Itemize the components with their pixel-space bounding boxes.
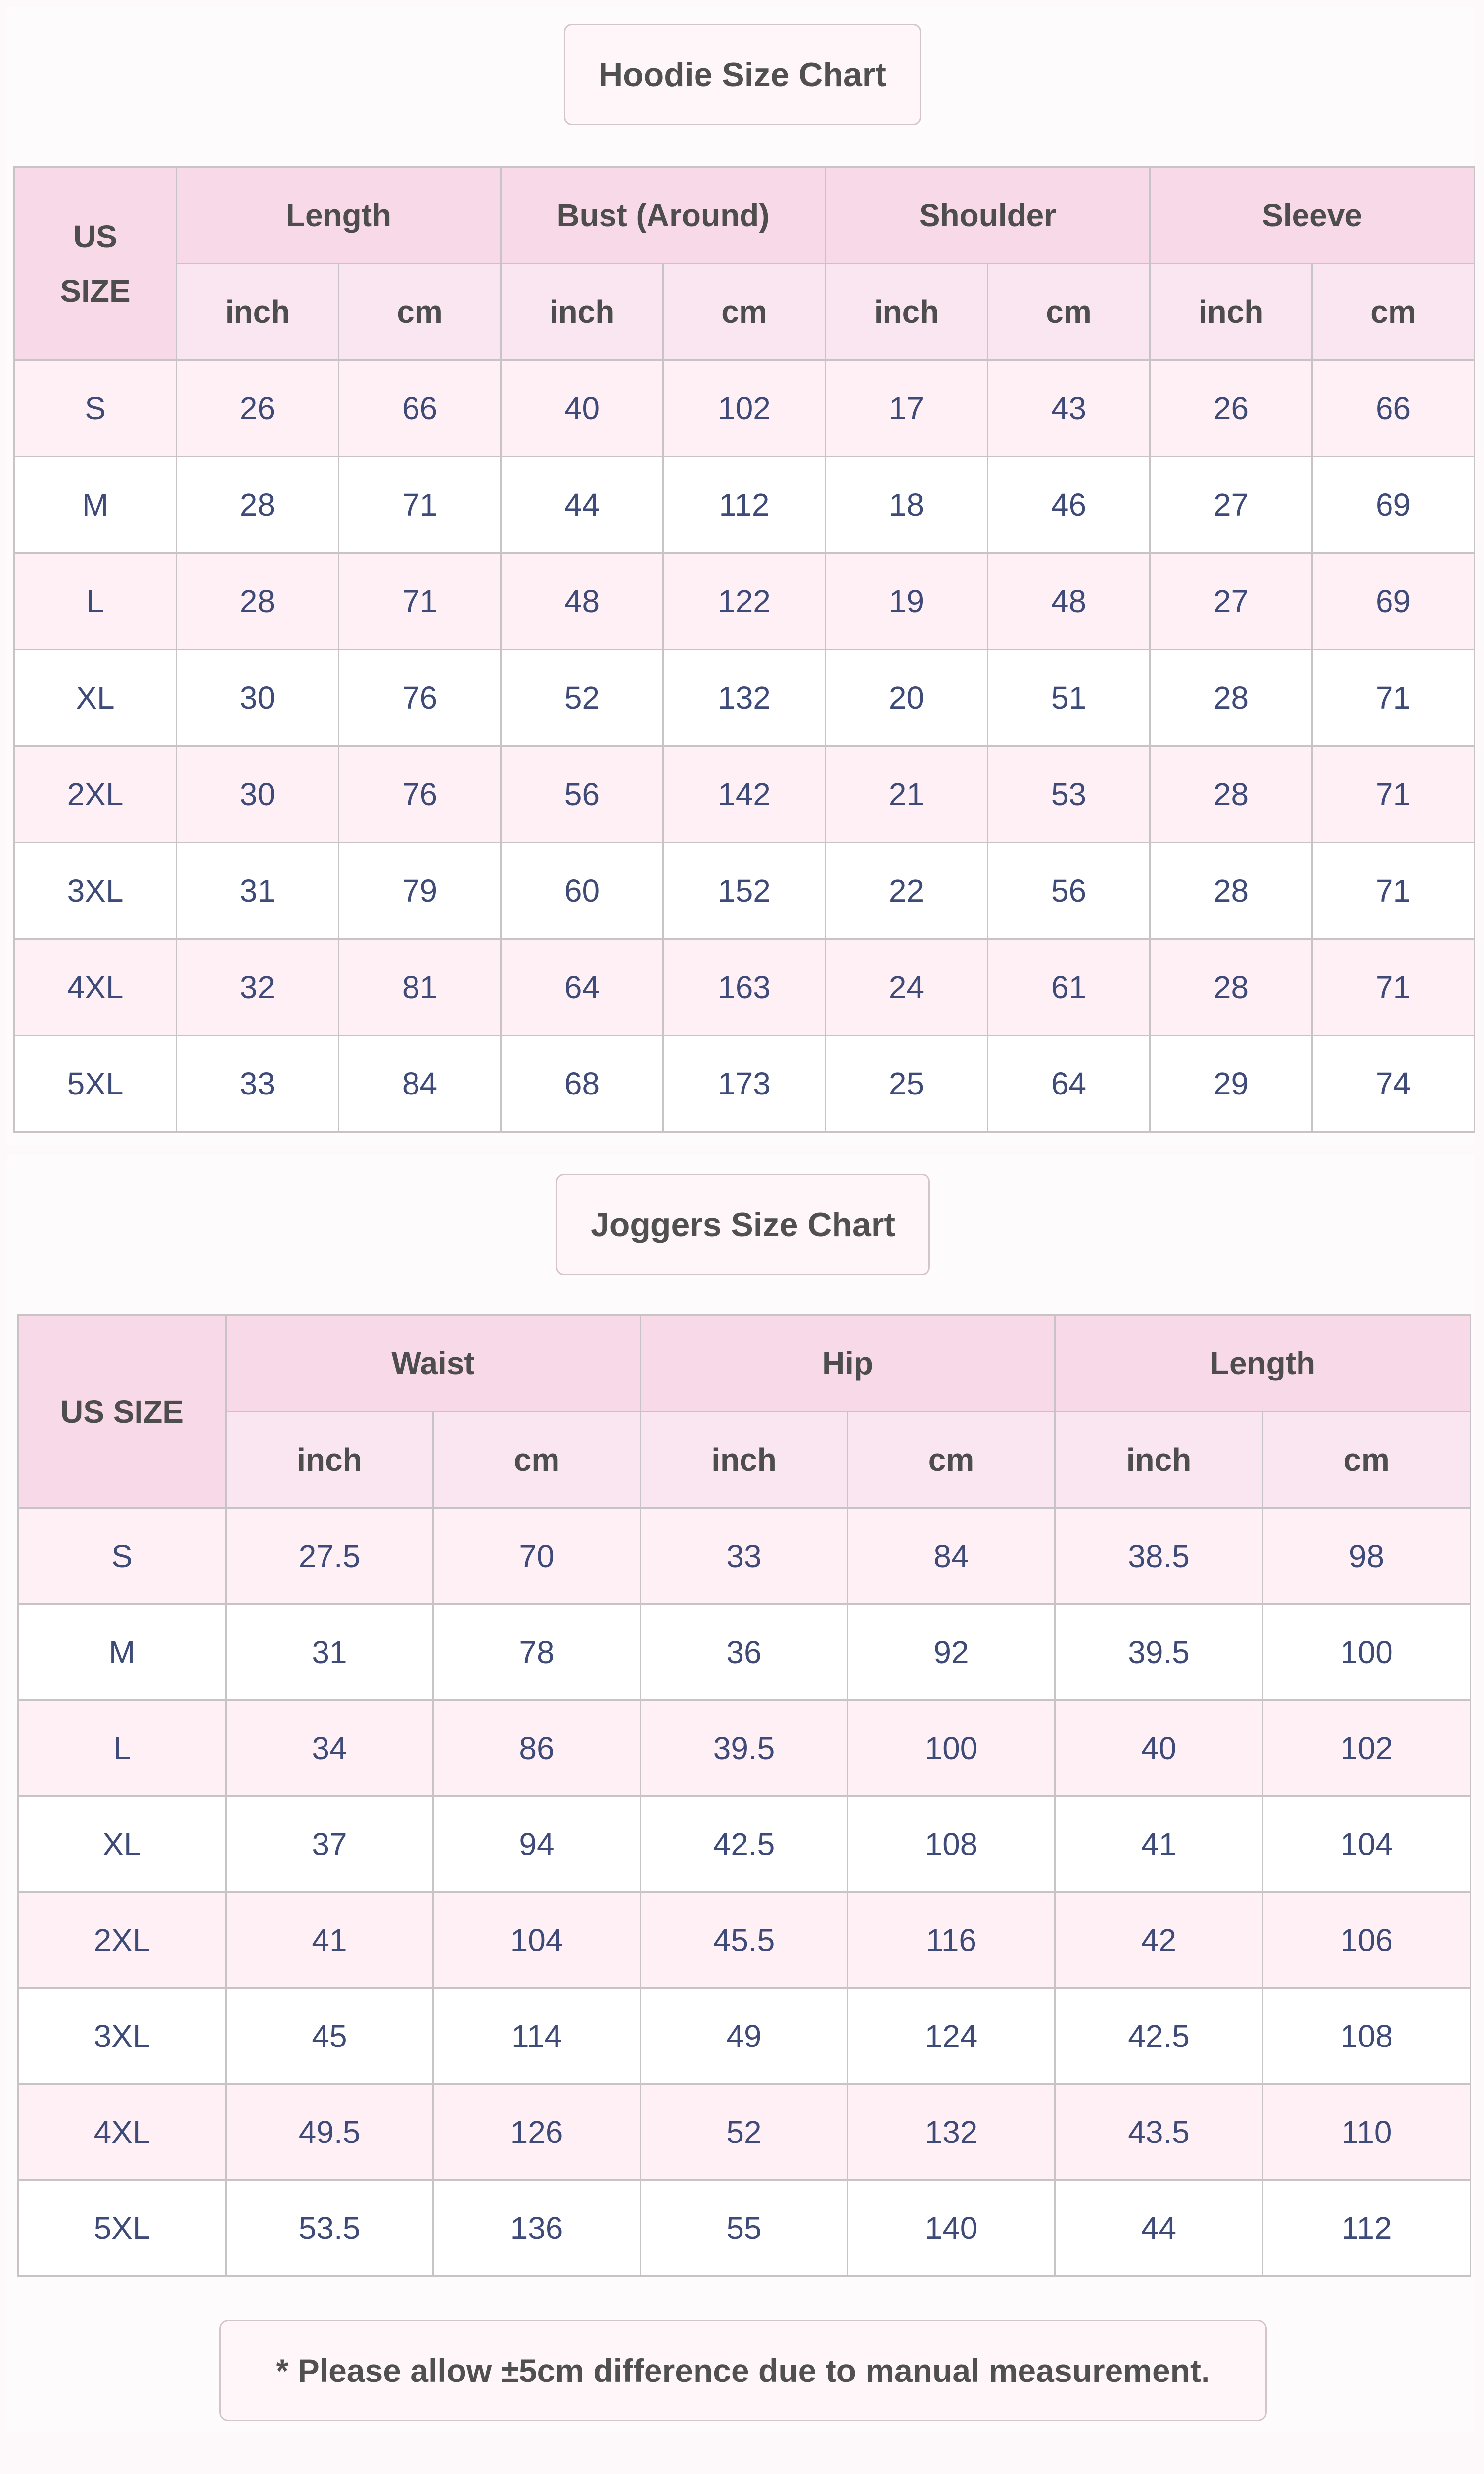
joggers-value-cell: 100 xyxy=(1263,1604,1471,1700)
hoodie-value-cell: 142 xyxy=(663,746,826,843)
joggers-size-cell: M xyxy=(18,1604,226,1700)
hoodie-size-cell: S xyxy=(14,360,177,457)
joggers-value-cell: 36 xyxy=(641,1604,848,1700)
joggers-size-header: US SIZE xyxy=(18,1315,226,1508)
joggers-chart-title xyxy=(556,1174,930,1275)
hoodie-table-row xyxy=(14,843,1475,939)
measurement-note xyxy=(219,2320,1267,2421)
joggers-value-cell: 55 xyxy=(641,2180,848,2276)
joggers-value-cell: 45.5 xyxy=(641,1892,848,1988)
joggers-header-hip: Hip xyxy=(641,1315,1055,1412)
joggers-value-cell: 116 xyxy=(848,1892,1055,1988)
hoodie-unit-header: cm xyxy=(988,264,1150,360)
joggers-value-cell: 126 xyxy=(433,2084,641,2180)
hoodie-value-cell: 25 xyxy=(826,1036,988,1132)
hoodie-table-row xyxy=(14,360,1475,457)
hoodie-unit-header: inch xyxy=(501,264,663,360)
hoodie-value-cell: 51 xyxy=(988,650,1150,746)
hoodie-value-cell: 21 xyxy=(826,746,988,843)
joggers-value-cell: 104 xyxy=(433,1892,641,1988)
hoodie-value-cell: 40 xyxy=(501,360,663,457)
hoodie-size-cell: 4XL xyxy=(14,939,177,1036)
joggers-value-cell: 100 xyxy=(848,1700,1055,1796)
hoodie-value-cell: 56 xyxy=(501,746,663,843)
joggers-value-cell: 44 xyxy=(1055,2180,1263,2276)
hoodie-chart-title xyxy=(564,24,921,125)
hoodie-value-cell: 31 xyxy=(177,843,339,939)
hoodie-value-cell: 71 xyxy=(1312,650,1475,746)
joggers-value-cell: 86 xyxy=(433,1700,641,1796)
joggers-value-cell: 110 xyxy=(1263,2084,1471,2180)
hoodie-value-cell: 28 xyxy=(1150,843,1312,939)
hoodie-value-cell: 28 xyxy=(1150,746,1312,843)
hoodie-header-sleeve: Sleeve xyxy=(1150,167,1475,264)
hoodie-value-cell: 68 xyxy=(501,1036,663,1132)
hoodie-value-cell: 27 xyxy=(1150,457,1312,553)
joggers-unit-header: inch xyxy=(226,1412,433,1508)
hoodie-value-cell: 53 xyxy=(988,746,1150,843)
hoodie-value-cell: 18 xyxy=(826,457,988,553)
hoodie-value-cell: 76 xyxy=(339,650,501,746)
hoodie-size-header-line1: US xyxy=(73,218,117,254)
hoodie-table-row xyxy=(14,1036,1475,1132)
hoodie-value-cell: 30 xyxy=(177,650,339,746)
hoodie-value-cell: 19 xyxy=(826,553,988,650)
joggers-unit-header: inch xyxy=(1055,1412,1263,1508)
hoodie-unit-header: cm xyxy=(1312,264,1475,360)
hoodie-table-row xyxy=(14,939,1475,1036)
hoodie-value-cell: 71 xyxy=(1312,939,1475,1036)
hoodie-value-cell: 66 xyxy=(1312,360,1475,457)
joggers-value-cell: 104 xyxy=(1263,1796,1471,1892)
joggers-value-cell: 124 xyxy=(848,1988,1055,2084)
joggers-value-cell: 33 xyxy=(641,1508,848,1604)
joggers-size-cell: 5XL xyxy=(18,2180,226,2276)
hoodie-value-cell: 28 xyxy=(1150,939,1312,1036)
hoodie-value-cell: 122 xyxy=(663,553,826,650)
hoodie-value-cell: 132 xyxy=(663,650,826,746)
joggers-value-cell: 40 xyxy=(1055,1700,1263,1796)
hoodie-value-cell: 64 xyxy=(501,939,663,1036)
joggers-value-cell: 102 xyxy=(1263,1700,1471,1796)
hoodie-value-cell: 17 xyxy=(826,360,988,457)
hoodie-value-cell: 44 xyxy=(501,457,663,553)
hoodie-value-cell: 33 xyxy=(177,1036,339,1132)
joggers-value-cell: 112 xyxy=(1263,2180,1471,2276)
joggers-value-cell: 70 xyxy=(433,1508,641,1604)
joggers-size-cell: 3XL xyxy=(18,1988,226,2084)
joggers-value-cell: 45 xyxy=(226,1988,433,2084)
joggers-unit-header: cm xyxy=(1263,1412,1471,1508)
hoodie-value-cell: 71 xyxy=(339,457,501,553)
hoodie-header-shoulder: Shoulder xyxy=(826,167,1150,264)
joggers-value-cell: 39.5 xyxy=(1055,1604,1263,1700)
measurement-note-text: * Please allow ±5cm difference due to manual measurement. xyxy=(276,2352,1210,2389)
hoodie-value-cell: 61 xyxy=(988,939,1150,1036)
joggers-table-row xyxy=(18,1700,1471,1796)
hoodie-value-cell: 28 xyxy=(1150,650,1312,746)
hoodie-size-header xyxy=(14,167,177,360)
hoodie-value-cell: 20 xyxy=(826,650,988,746)
joggers-table-body xyxy=(18,1508,1471,2276)
hoodie-size-cell: XL xyxy=(14,650,177,746)
joggers-value-cell: 37 xyxy=(226,1796,433,1892)
joggers-value-cell: 49 xyxy=(641,1988,848,2084)
joggers-value-cell: 42 xyxy=(1055,1892,1263,1988)
joggers-value-cell: 41 xyxy=(1055,1796,1263,1892)
hoodie-size-cell: 3XL xyxy=(14,843,177,939)
hoodie-unit-header: inch xyxy=(177,264,339,360)
hoodie-value-cell: 76 xyxy=(339,746,501,843)
hoodie-size-cell: 5XL xyxy=(14,1036,177,1132)
hoodie-value-cell: 112 xyxy=(663,457,826,553)
hoodie-value-cell: 71 xyxy=(1312,843,1475,939)
hoodie-value-cell: 22 xyxy=(826,843,988,939)
joggers-value-cell: 106 xyxy=(1263,1892,1471,1988)
hoodie-value-cell: 52 xyxy=(501,650,663,746)
joggers-value-cell: 98 xyxy=(1263,1508,1471,1604)
hoodie-value-cell: 102 xyxy=(663,360,826,457)
hoodie-value-cell: 79 xyxy=(339,843,501,939)
joggers-value-cell: 53.5 xyxy=(226,2180,433,2276)
hoodie-unit-header: inch xyxy=(826,264,988,360)
joggers-value-cell: 27.5 xyxy=(226,1508,433,1604)
joggers-value-cell: 92 xyxy=(848,1604,1055,1700)
hoodie-value-cell: 56 xyxy=(988,843,1150,939)
hoodie-value-cell: 48 xyxy=(501,553,663,650)
joggers-size-cell: L xyxy=(18,1700,226,1796)
joggers-value-cell: 136 xyxy=(433,2180,641,2276)
joggers-unit-header: cm xyxy=(433,1412,641,1508)
hoodie-value-cell: 69 xyxy=(1312,553,1475,650)
joggers-table-row xyxy=(18,2084,1471,2180)
joggers-value-cell: 49.5 xyxy=(226,2084,433,2180)
joggers-value-cell: 52 xyxy=(641,2084,848,2180)
hoodie-value-cell: 28 xyxy=(177,553,339,650)
hoodie-size-header-line2: SIZE xyxy=(60,273,131,309)
hoodie-value-cell: 28 xyxy=(177,457,339,553)
hoodie-value-cell: 74 xyxy=(1312,1036,1475,1132)
hoodie-table-body xyxy=(14,360,1475,1132)
joggers-table-row xyxy=(18,1796,1471,1892)
hoodie-value-cell: 27 xyxy=(1150,553,1312,650)
hoodie-size-cell: L xyxy=(14,553,177,650)
joggers-size-cell: 4XL xyxy=(18,2084,226,2180)
hoodie-header-length: Length xyxy=(177,167,501,264)
hoodie-size-cell: 2XL xyxy=(14,746,177,843)
joggers-value-cell: 78 xyxy=(433,1604,641,1700)
hoodie-table-row xyxy=(14,746,1475,843)
joggers-header-waist: Waist xyxy=(226,1315,641,1412)
hoodie-value-cell: 71 xyxy=(339,553,501,650)
hoodie-value-cell: 30 xyxy=(177,746,339,843)
joggers-table-row xyxy=(18,1508,1471,1604)
joggers-value-cell: 140 xyxy=(848,2180,1055,2276)
joggers-table-row xyxy=(18,1892,1471,1988)
hoodie-table-row xyxy=(14,650,1475,746)
joggers-unit-header: inch xyxy=(641,1412,848,1508)
joggers-header-length: Length xyxy=(1055,1315,1471,1412)
hoodie-value-cell: 71 xyxy=(1312,746,1475,843)
joggers-value-cell: 94 xyxy=(433,1796,641,1892)
hoodie-value-cell: 48 xyxy=(988,553,1150,650)
joggers-value-cell: 43.5 xyxy=(1055,2084,1263,2180)
hoodie-header-bust: Bust (Around) xyxy=(501,167,826,264)
hoodie-value-cell: 152 xyxy=(663,843,826,939)
hoodie-value-cell: 29 xyxy=(1150,1036,1312,1132)
hoodie-value-cell: 46 xyxy=(988,457,1150,553)
hoodie-value-cell: 84 xyxy=(339,1036,501,1132)
hoodie-size-cell: M xyxy=(14,457,177,553)
hoodie-value-cell: 64 xyxy=(988,1036,1150,1132)
joggers-value-cell: 42.5 xyxy=(641,1796,848,1892)
joggers-size-cell: 2XL xyxy=(18,1892,226,1988)
hoodie-unit-header: inch xyxy=(1150,264,1312,360)
hoodie-value-cell: 163 xyxy=(663,939,826,1036)
joggers-value-cell: 132 xyxy=(848,2084,1055,2180)
hoodie-table-row xyxy=(14,553,1475,650)
joggers-unit-header: cm xyxy=(848,1412,1055,1508)
hoodie-value-cell: 173 xyxy=(663,1036,826,1132)
joggers-value-cell: 41 xyxy=(226,1892,433,1988)
joggers-table-row xyxy=(18,2180,1471,2276)
joggers-value-cell: 34 xyxy=(226,1700,433,1796)
joggers-value-cell: 108 xyxy=(1263,1988,1471,2084)
hoodie-value-cell: 43 xyxy=(988,360,1150,457)
hoodie-value-cell: 81 xyxy=(339,939,501,1036)
joggers-value-cell: 38.5 xyxy=(1055,1508,1263,1604)
joggers-value-cell: 31 xyxy=(226,1604,433,1700)
joggers-table-row xyxy=(18,1988,1471,2084)
joggers-size-cell: XL xyxy=(18,1796,226,1892)
hoodie-value-cell: 69 xyxy=(1312,457,1475,553)
hoodie-unit-header: cm xyxy=(663,264,826,360)
hoodie-size-table xyxy=(13,166,1475,1133)
hoodie-value-cell: 26 xyxy=(177,360,339,457)
joggers-value-cell: 84 xyxy=(848,1508,1055,1604)
hoodie-table-row xyxy=(14,457,1475,553)
hoodie-value-cell: 66 xyxy=(339,360,501,457)
hoodie-value-cell: 24 xyxy=(826,939,988,1036)
hoodie-unit-header: cm xyxy=(339,264,501,360)
joggers-value-cell: 42.5 xyxy=(1055,1988,1263,2084)
hoodie-value-cell: 32 xyxy=(177,939,339,1036)
joggers-value-cell: 114 xyxy=(433,1988,641,2084)
joggers-table-row xyxy=(18,1604,1471,1700)
hoodie-value-cell: 26 xyxy=(1150,360,1312,457)
joggers-size-table xyxy=(17,1314,1471,2277)
hoodie-value-cell: 60 xyxy=(501,843,663,939)
hoodie-chart-title-text: Hoodie Size Chart xyxy=(599,55,886,94)
joggers-size-cell: S xyxy=(18,1508,226,1604)
joggers-chart-title-text: Joggers Size Chart xyxy=(591,1205,895,1243)
joggers-value-cell: 39.5 xyxy=(641,1700,848,1796)
joggers-value-cell: 108 xyxy=(848,1796,1055,1892)
